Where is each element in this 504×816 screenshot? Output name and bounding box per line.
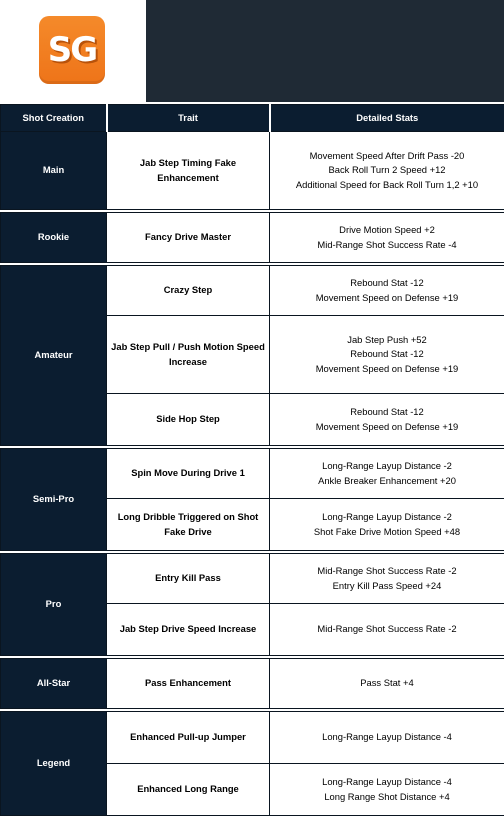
tier-cell: Pro <box>1 554 107 656</box>
stats-cell <box>270 213 504 263</box>
stats-cell <box>270 712 504 764</box>
trait-cell: Spin Move During Drive 1 <box>107 449 270 499</box>
stat-line: Long-Range Layup Distance -2 <box>274 510 500 525</box>
stats-cell <box>270 659 504 709</box>
column-header-detailed-stats: Detailed Stats <box>270 105 504 132</box>
header <box>0 0 504 104</box>
tier-cell: All-Star <box>1 659 107 709</box>
stat-line: Mid-Range Shot Success Rate -4 <box>274 238 500 253</box>
trait-cell: Jab Step Timing Fake Enhancement <box>107 132 270 210</box>
tier-cell: Semi-Pro <box>1 449 107 551</box>
stat-line: Mid-Range Shot Success Rate -2 <box>274 622 500 637</box>
stats-cell <box>270 316 504 394</box>
stat-line: Entry Kill Pass Speed +24 <box>274 579 500 594</box>
stat-line: Shot Fake Drive Motion Speed +48 <box>274 525 500 540</box>
trait-cell: Crazy Step <box>107 266 270 316</box>
tier-cell: Rookie <box>1 213 107 263</box>
stat-line: Movement Speed on Defense +19 <box>274 362 500 377</box>
table-row <box>1 449 504 499</box>
table-row <box>1 132 504 210</box>
stat-line: Jab Step Push +52 <box>274 333 500 348</box>
header-banner <box>146 0 504 102</box>
table-body <box>1 132 504 816</box>
logo-cell <box>0 0 146 102</box>
stat-line: Rebound Stat -12 <box>274 347 500 362</box>
table-row <box>1 266 504 316</box>
table-header-row <box>1 105 504 132</box>
trait-cell: Enhanced Long Range <box>107 764 270 816</box>
stat-line: Mid-Range Shot Success Rate -2 <box>274 564 500 579</box>
traits-table <box>0 104 504 816</box>
stats-cell <box>270 449 504 499</box>
stats-cell <box>270 554 504 604</box>
stat-line: Back Roll Turn 2 Speed +12 <box>274 163 500 178</box>
stat-line: Movement Speed on Defense +19 <box>274 420 500 435</box>
trait-cell: Long Dribble Triggered on Shot Fake Drive <box>107 499 270 551</box>
stat-line: Long-Range Layup Distance -2 <box>274 459 500 474</box>
stat-line: Movement Speed on Defense +19 <box>274 291 500 306</box>
trait-cell: Jab Step Pull / Push Motion Speed Increase <box>107 316 270 394</box>
trait-cell: Fancy Drive Master <box>107 213 270 263</box>
stats-cell <box>270 499 504 551</box>
tier-cell: Main <box>1 132 107 210</box>
table-row <box>1 213 504 263</box>
trait-cell: Enhanced Pull-up Jumper <box>107 712 270 764</box>
stat-line: Drive Motion Speed +2 <box>274 223 500 238</box>
trait-cell: Side Hop Step <box>107 394 270 446</box>
table-row <box>1 712 504 764</box>
stats-cell <box>270 266 504 316</box>
stat-line: Long Range Shot Distance +4 <box>274 790 500 805</box>
tier-cell: Legend <box>1 712 107 816</box>
stat-line: Rebound Stat -12 <box>274 405 500 420</box>
stats-cell <box>270 604 504 656</box>
trait-cell: Jab Step Drive Speed Increase <box>107 604 270 656</box>
stats-cell <box>270 132 504 210</box>
sg-logo <box>39 16 105 84</box>
column-header-trait: Trait <box>107 105 270 132</box>
trait-cell: Entry Kill Pass <box>107 554 270 604</box>
stat-line: Rebound Stat -12 <box>274 276 500 291</box>
logo-text: SG <box>48 30 96 70</box>
stats-cell <box>270 394 504 446</box>
stat-line: Ankle Breaker Enhancement +20 <box>274 474 500 489</box>
table-row <box>1 659 504 709</box>
column-header-shot-creation: Shot Creation <box>1 105 107 132</box>
stat-line: Movement Speed After Drift Pass -20 <box>274 149 500 164</box>
stat-line: Long-Range Layup Distance -4 <box>274 730 500 745</box>
stat-line: Additional Speed for Back Roll Turn 1,2 +10 <box>274 178 500 193</box>
stat-line: Long-Range Layup Distance -4 <box>274 775 500 790</box>
trait-cell: Pass Enhancement <box>107 659 270 709</box>
tier-cell: Amateur <box>1 266 107 446</box>
table-row <box>1 554 504 604</box>
stats-cell <box>270 764 504 816</box>
stat-line: Pass Stat +4 <box>274 676 500 691</box>
